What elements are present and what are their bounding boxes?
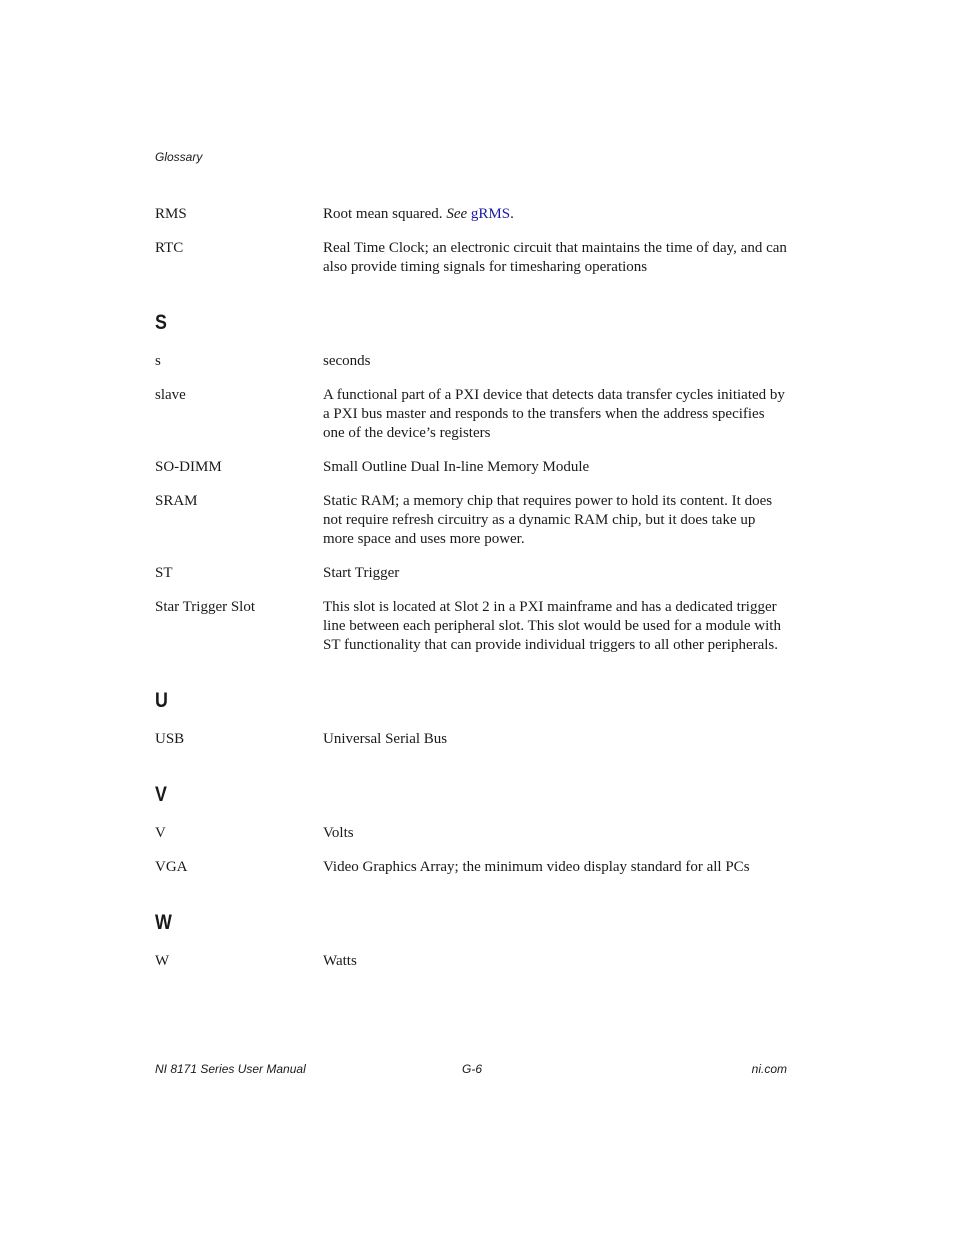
glossary-entry <box>155 858 787 877</box>
glossary-definition: Small Outline Dual In-line Memory Module <box>323 459 590 475</box>
definition-text: Root mean squared. <box>323 206 447 222</box>
glossary-definition: Real Time Clock; an electronic circuit that maintains the time of day, and can also provide timing signals for timesharing operations <box>323 240 787 275</box>
glossary-entry <box>155 386 787 443</box>
glossary-entry <box>155 598 787 655</box>
footer-page-number: G-6 <box>462 1062 483 1076</box>
glossary-definition: This slot is located at Slot 2 in a PXI mainframe and has a dedicated trigger line between each peripheral slot. This slot would be used for a module with ST functionality that can provide individual triggers to all other peripherals. <box>323 599 781 653</box>
glossary-term: RTC <box>155 240 184 256</box>
glossary-definition: seconds <box>323 353 371 369</box>
glossary-term: USB <box>155 731 185 747</box>
glossary-entry <box>155 952 787 971</box>
glossary-entry <box>155 730 787 749</box>
page-footer <box>155 1062 787 1078</box>
glossary-definition: Volts <box>323 825 354 841</box>
grms-link[interactable]: gRMS <box>470 206 511 222</box>
glossary-term: Star Trigger Slot <box>155 599 256 615</box>
glossary-entry <box>155 352 787 371</box>
glossary-definition: Universal Serial Bus <box>323 731 448 747</box>
glossary-term: ST <box>155 565 173 581</box>
glossary-entry <box>155 564 787 583</box>
glossary-entry-rtc <box>155 239 787 277</box>
see-reference: See <box>446 206 468 222</box>
glossary-entry <box>155 492 787 549</box>
glossary-term: slave <box>155 387 186 403</box>
section-heading-w: W <box>155 911 172 934</box>
glossary-term: VGA <box>155 859 188 875</box>
glossary-term: V <box>155 825 166 841</box>
glossary-entry <box>155 824 787 843</box>
footer-website: ni.com <box>751 1062 787 1076</box>
glossary-list <box>155 205 787 986</box>
glossary-definition: Start Trigger <box>323 565 400 581</box>
glossary-term: RMS <box>155 206 187 222</box>
glossary-definition: Video Graphics Array; the minimum video display standard for all PCs <box>323 859 750 875</box>
glossary-entry-rms <box>155 205 787 224</box>
glossary-definition: Static RAM; a memory chip that requires power to hold its content. It does not require refresh circuitry as a dynamic RAM chip, but it does take up more space and uses more power. <box>323 493 773 547</box>
running-header: Glossary <box>155 150 203 164</box>
glossary-definition: A functional part of a PXI device that detects data transfer cycles initiated by a PXI bus master and responds to the transfers when the address specifies one of the device’s registers <box>323 387 785 441</box>
section-heading-s: S <box>155 311 167 334</box>
glossary-term: s <box>155 353 161 369</box>
section-heading-v: V <box>155 783 167 806</box>
definition-suffix: . <box>510 206 514 222</box>
glossary-term: SRAM <box>155 493 198 509</box>
glossary-definition <box>323 205 787 224</box>
glossary-entry <box>155 458 787 477</box>
glossary-term: SO-DIMM <box>155 459 222 475</box>
footer-manual-title: NI 8171 Series User Manual <box>155 1062 306 1076</box>
section-heading-u: U <box>155 689 168 712</box>
glossary-term: W <box>155 953 170 969</box>
glossary-definition: Watts <box>323 953 357 969</box>
